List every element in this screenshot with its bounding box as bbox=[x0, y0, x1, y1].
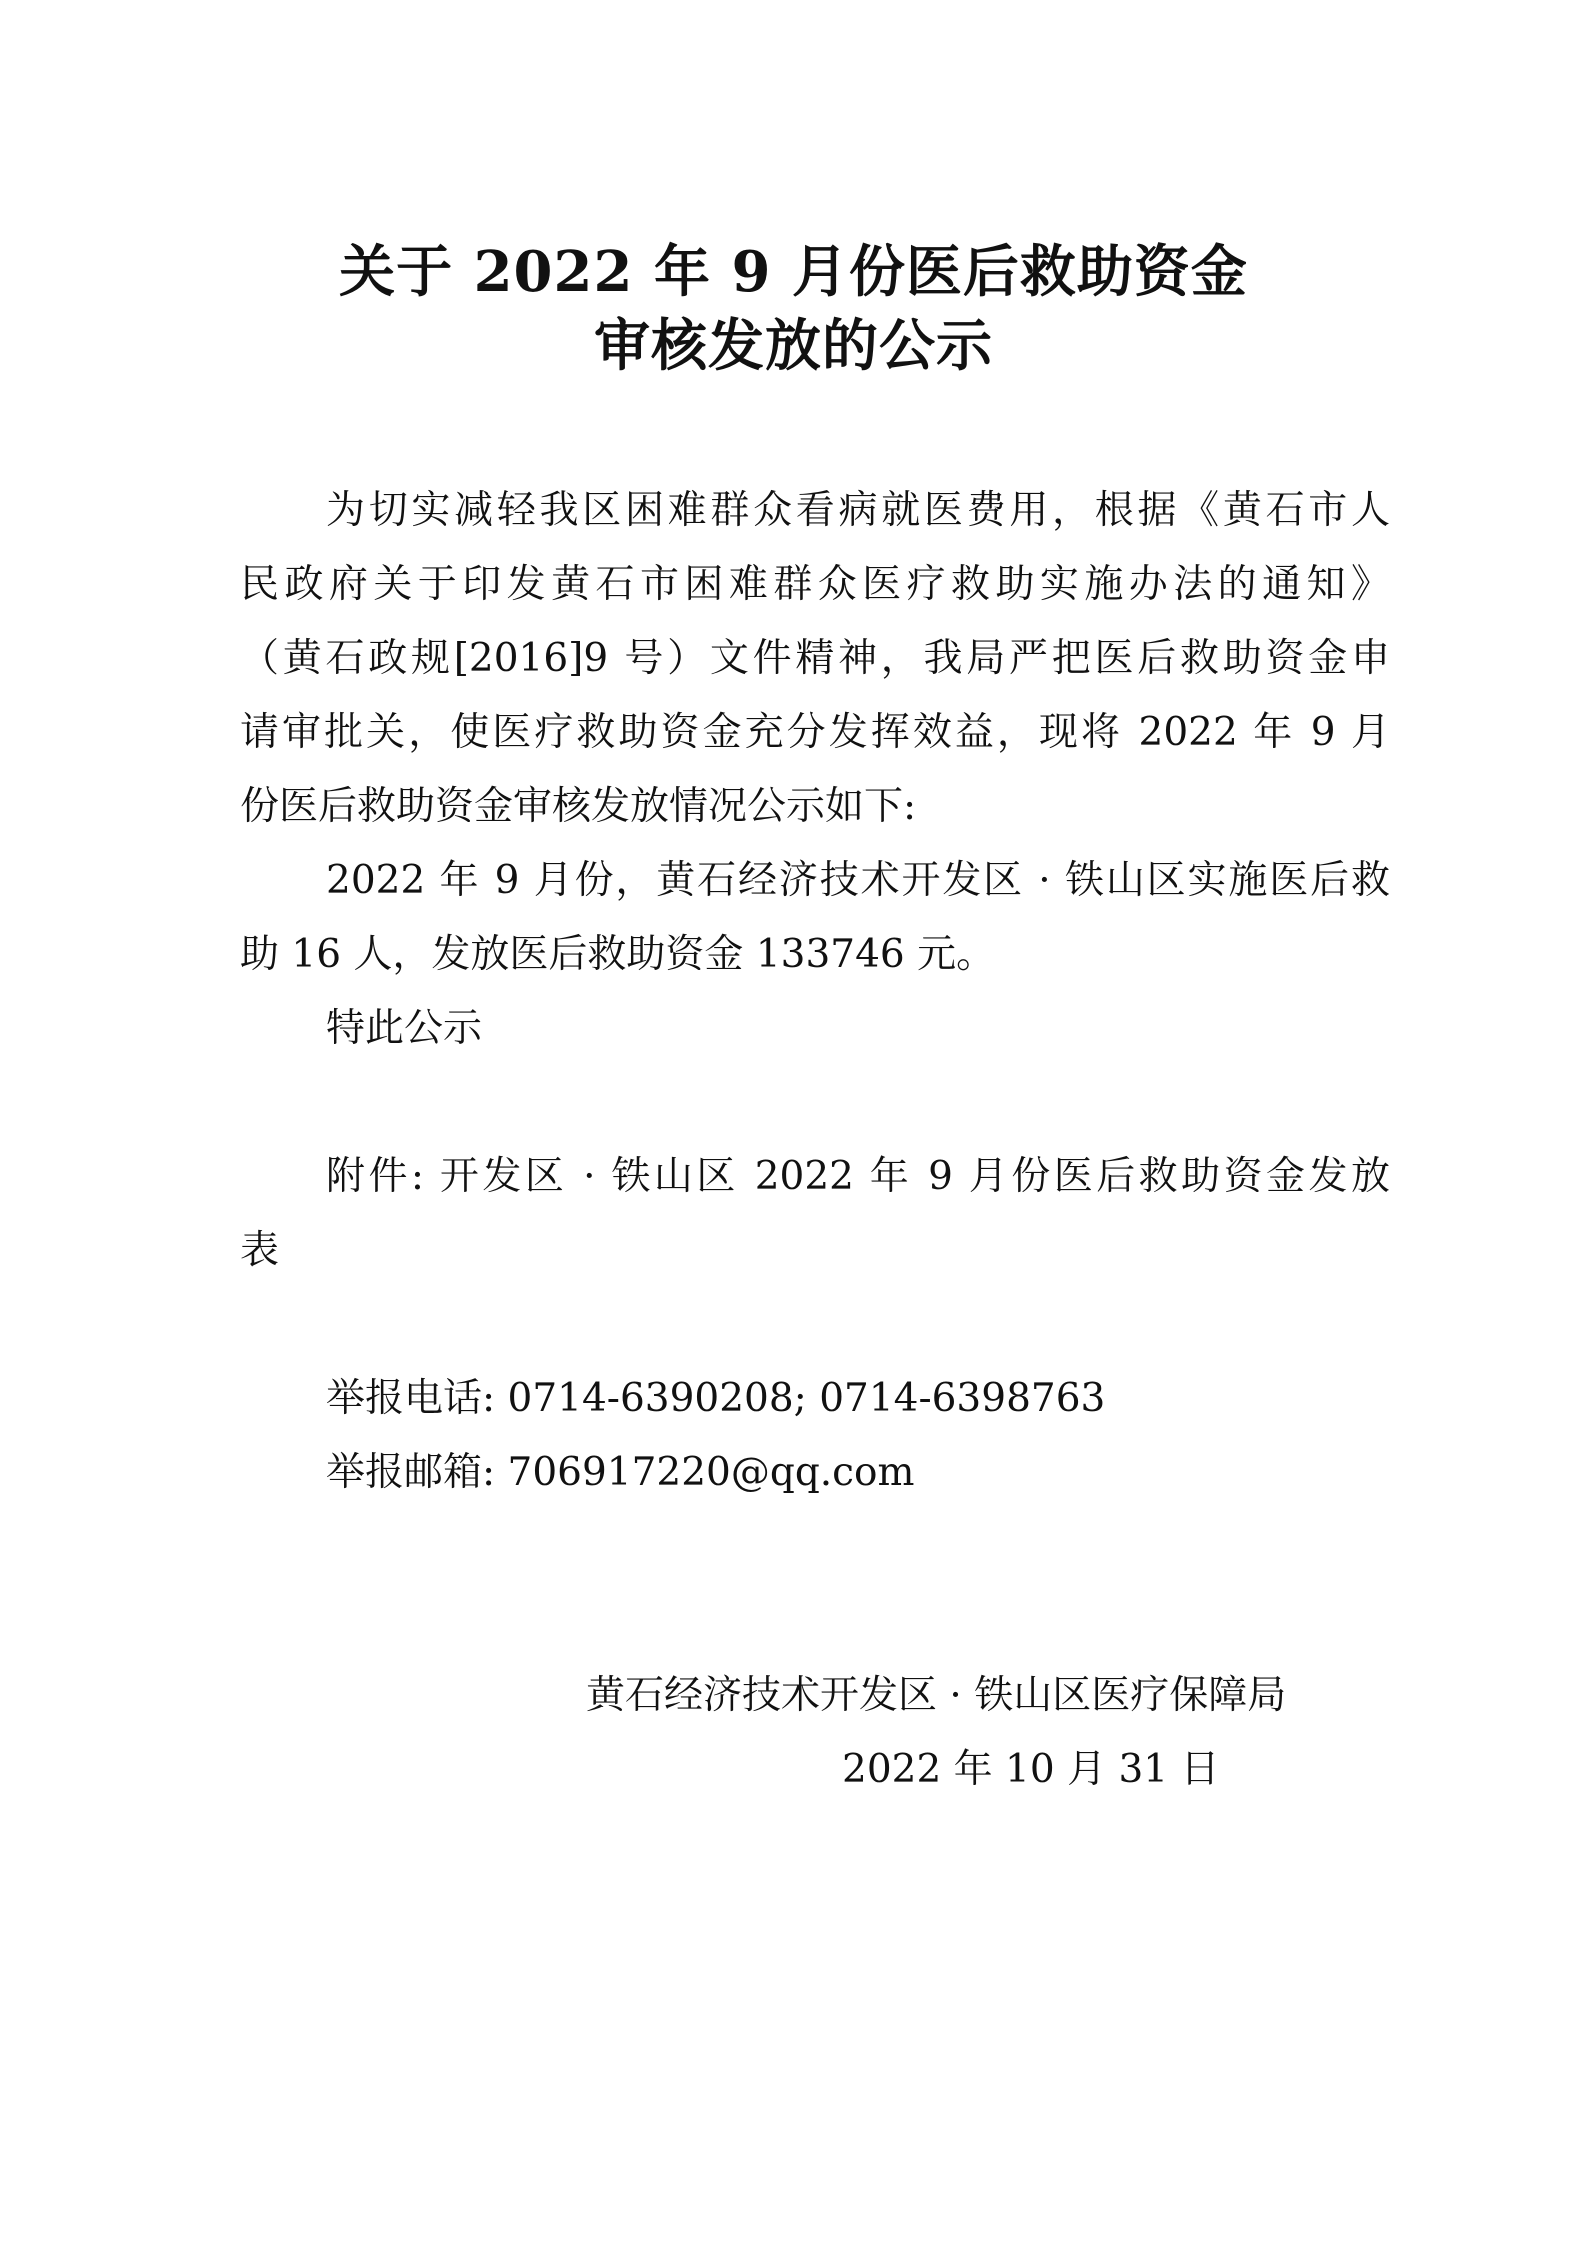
body-paragraph-line: 助 16 人，发放医后救助资金 133746 元。 bbox=[240, 932, 996, 977]
document-title-line-2: 审核发放的公示 bbox=[594, 313, 993, 379]
body-paragraph-line: 为切实减轻我区困难群众看病就医费用，根据《黄石市人 bbox=[326, 488, 1390, 533]
attachment-line: 表 bbox=[240, 1228, 280, 1273]
signature-organization: 黄石经济技术开发区 · 铁山区医疗保障局 bbox=[586, 1673, 1287, 1718]
body-paragraph-line: 2022 年 9 月份，黄石经济技术开发区 · 铁山区实施医后救 bbox=[326, 858, 1390, 903]
body-paragraph-line: （黄石政规[2016]9 号）文件精神，我局严把医后救助资金申 bbox=[240, 636, 1390, 681]
document-title-line-1: 关于 2022 年 9 月份医后救助资金 bbox=[339, 239, 1248, 305]
body-paragraph-line: 份医后救助资金审核发放情况公示如下: bbox=[240, 784, 917, 829]
body-paragraph-line: 民政府关于印发黄石市困难群众医疗救助实施办法的通知》 bbox=[240, 562, 1390, 607]
closing-phrase: 特此公示 bbox=[326, 1006, 483, 1051]
report-email: 举报邮箱: 706917220@qq.com bbox=[326, 1450, 915, 1495]
signature-date: 2022 年 10 月 31 日 bbox=[842, 1747, 1220, 1792]
attachment-line: 附件: 开发区 · 铁山区 2022 年 9 月份医后救助资金发放 bbox=[326, 1154, 1390, 1199]
report-phone: 举报电话: 0714-6390208; 0714-6398763 bbox=[326, 1376, 1106, 1421]
body-paragraph-line: 请审批关，使医疗救助资金充分发挥效益，现将 2022 年 9 月 bbox=[240, 710, 1390, 755]
